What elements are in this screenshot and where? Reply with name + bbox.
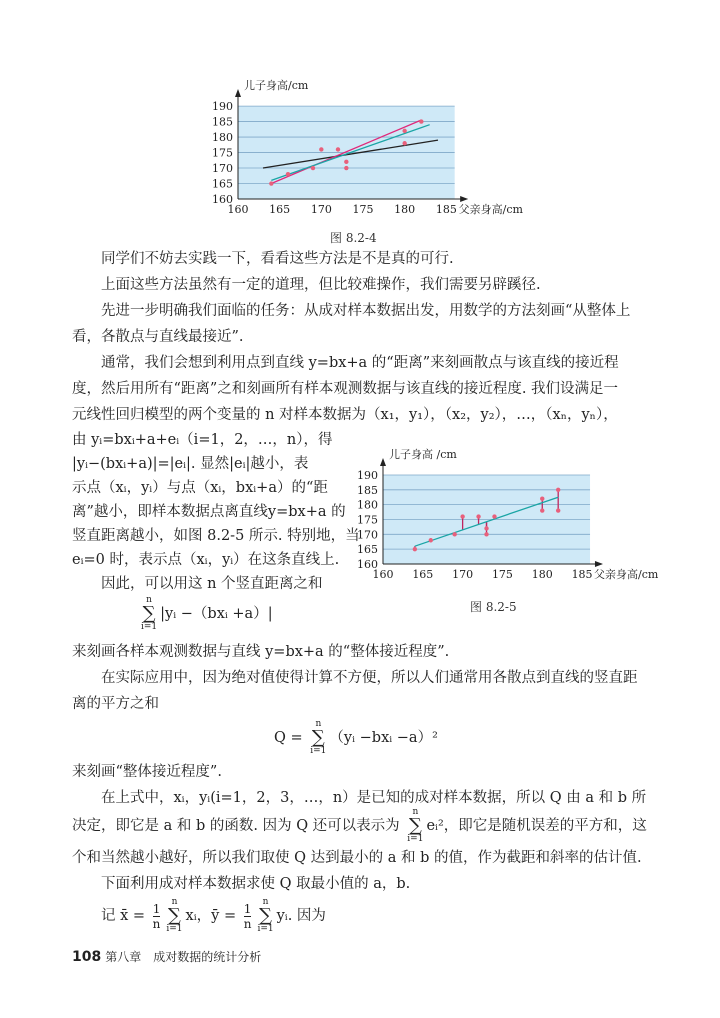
sum-sign: ∑ (311, 727, 325, 748)
x-tick-label: 160 (372, 568, 394, 581)
figure-caption-2: 图 8.2-5 (470, 600, 517, 614)
paragraph-line: 在实际应用中，因为绝对值使得计算不方便，所以人们通常用各散点到直线的竖直距 (101, 670, 638, 686)
sigma-symbol (141, 596, 157, 632)
scatter-chart-2 (350, 435, 659, 595)
figure-caption-1: 图 8.2-4 (330, 231, 377, 245)
data-point (492, 514, 496, 518)
text-segment: eᵢ² (426, 818, 444, 834)
y-tick-label: 165 (212, 177, 233, 191)
y-tick-label: 185 (212, 115, 233, 129)
fraction-den: n (152, 916, 161, 931)
text-segment: yᵢ. 因为 (276, 908, 326, 924)
x-tick-label: 175 (491, 568, 513, 581)
y-tick-label: 175 (212, 146, 233, 160)
x-axis-arrow-icon (595, 561, 603, 567)
y-axis-label: 儿子身高/cm (244, 79, 309, 92)
text-segment: ，即它是随机误差的平方和，这 (443, 818, 647, 834)
x-tick-label: 180 (531, 568, 553, 581)
sum-sign: ∑ (408, 815, 422, 836)
paragraph-line: 先进一步明确我们面临的任务：从成对样本数据出发，用数学的方法刻画“从整体上 (101, 303, 631, 319)
y-tick-label: 175 (357, 513, 378, 527)
y-tick-label: 165 (357, 543, 378, 557)
sum-lower: i=1 (141, 622, 158, 632)
figure-8-2-5 (350, 435, 659, 595)
y-tick-label: 160 (212, 193, 233, 206)
paragraph-line: 下面利用成对样本数据求使 Q 取最小值的 a，b. (101, 876, 411, 892)
sum-lower: i=1 (310, 746, 327, 756)
fraction-den: n (243, 916, 252, 931)
data-point (540, 508, 544, 512)
data-point (413, 547, 417, 551)
data-point (269, 181, 273, 185)
paragraph-line: 在上式中，xᵢ，yᵢ(i=1，2，3，…，n）是已知的成对样本数据，所以 Q 由 a 和 b 所 (101, 790, 647, 806)
x-tick-label: 185 (435, 203, 457, 216)
sigma-symbol (310, 720, 326, 756)
data-point (344, 166, 348, 170)
paragraph-line: 因此，可以用这 n 个竖直距离之和 (101, 576, 323, 592)
data-point (556, 508, 560, 512)
paragraph-line: 个和当然越小越好，所以我们取使 Q 达到最小的 a 和 b 的值，作为截距和斜率的估计值. (72, 850, 642, 866)
sum-upper: n (171, 897, 178, 907)
x-tick-label: 165 (412, 568, 434, 581)
formula-q-lhs: Q = (274, 730, 303, 746)
data-point (286, 172, 290, 176)
x-tick-label: 185 (571, 568, 593, 581)
data-point (344, 160, 348, 164)
paragraph-line: 来刻画各样本观测数据与直线 y=bx+a 的“整体接近程度”. (72, 644, 450, 660)
formula-q-body: （yᵢ −bxᵢ −a）² (329, 730, 438, 746)
text-segment: 记 x̄ = (101, 908, 146, 924)
y-tick-label: 190 (357, 468, 378, 482)
sum-lower: i=1 (407, 834, 424, 844)
sum-upper: n (315, 719, 322, 729)
x-tick-label: 180 (394, 203, 416, 216)
data-point (540, 497, 544, 501)
x-axis-label: 父亲身高/cm (594, 568, 659, 581)
sum-sign: ∑ (168, 905, 181, 926)
means-definition (101, 896, 326, 936)
paragraph-line: 通常，我们会想到利用点到直线 y=bx+a 的“距离”来刻画散点与该直线的接近程 (101, 355, 619, 371)
data-point (429, 538, 433, 542)
x-tick-label: 160 (227, 203, 249, 216)
chapter-title: 第八章 成对数据的统计分析 (105, 950, 262, 964)
x-tick-label: 170 (310, 203, 332, 216)
figure-8-2-4 (205, 62, 523, 222)
paragraph-line: 度，然后用所有“距离”之和刻画所有样本观测数据与该直线的接近程度. 我们设满足一 (72, 381, 619, 397)
paragraph-line: 来刻画“整体接近程度”. (72, 764, 222, 780)
sum-upper: n (262, 897, 269, 907)
data-point (319, 147, 323, 151)
fraction-num: 1 (243, 901, 252, 916)
y-tick-label: 180 (357, 498, 378, 512)
y-axis-label: 儿子身高 /cm (389, 448, 457, 461)
paragraph-line: 同学们不妨去实践一下，看看这些方法是不是真的可行. (101, 251, 454, 267)
sum-upper: n (412, 807, 419, 817)
x-axis-arrow-icon (460, 196, 468, 202)
paragraph-line: 看，各散点与直线最接近”. (72, 329, 244, 345)
paragraph-line: 上面这些方法虽然有一定的道理，但比较难操作，我们需要另辟蹊径. (101, 277, 541, 293)
fraction (153, 902, 161, 931)
x-axis-label: 父亲身高/cm (458, 203, 523, 216)
data-point (460, 514, 464, 518)
data-point (484, 526, 488, 530)
data-point (476, 514, 480, 518)
page-footer (72, 948, 261, 965)
text-segment: 决定，即它是 a 和 b 的函数. 因为 Q 还可以表示为 (72, 818, 400, 834)
paragraph-line: 元线性回归模型的两个变量的 n 对样本数据为（x₁，y₁），（x₂，y₂），…，（xₙ，yₙ）， (72, 407, 618, 423)
formula-q (274, 720, 438, 756)
data-point (452, 532, 456, 536)
data-point (484, 532, 488, 536)
paragraph-line: 由 yᵢ=bxᵢ+a+eᵢ（i=1，2，…，n），得 (72, 432, 333, 448)
y-tick-label: 190 (212, 100, 233, 114)
paragraph-line: 离”越小，即样本数据点离直线y=bx+a 的 (72, 504, 346, 520)
data-point (402, 141, 406, 145)
x-tick-label: 165 (269, 203, 291, 216)
text-segment: xᵢ，ȳ = (185, 908, 237, 924)
data-point (336, 147, 340, 151)
paragraph-line: eᵢ=0 时，表示点（xᵢ，yᵢ）在这条直线上. (72, 552, 340, 568)
x-tick-label: 170 (452, 568, 474, 581)
formula-abs-sum (138, 596, 273, 632)
sigma-symbol (257, 898, 273, 934)
y-tick-label: 160 (357, 558, 378, 571)
sum-sign: ∑ (259, 905, 272, 926)
paragraph-line: 离的平方之和 (72, 696, 159, 712)
fraction-num: 1 (152, 901, 161, 916)
sigma-symbol (407, 808, 423, 844)
sum-lower: i=1 (257, 924, 274, 934)
data-point (311, 166, 315, 170)
y-tick-label: 185 (357, 483, 378, 497)
paragraph-line: 竖直距离越小，如图 8.2-5 所示. 特别地，当 (72, 528, 360, 544)
y-tick-label: 180 (212, 131, 233, 145)
scatter-chart-1 (205, 62, 523, 222)
data-point (556, 488, 560, 492)
sum-sign: ∑ (142, 603, 156, 624)
y-axis-arrow-icon (380, 458, 386, 466)
x-tick-label: 175 (352, 203, 374, 216)
data-point (402, 129, 406, 133)
y-axis-arrow-icon (235, 89, 241, 97)
sum-lower: i=1 (166, 924, 183, 934)
paragraph-line: |yᵢ−(bxᵢ+a)|=|eᵢ|. 显然|eᵢ|越小，表 (72, 456, 309, 472)
page-number: 108 (72, 949, 102, 965)
fraction (244, 902, 252, 931)
y-tick-label: 170 (357, 528, 378, 542)
sum-upper: n (146, 595, 152, 605)
data-point (419, 119, 423, 123)
formula-body: |yᵢ −（bxᵢ +a）| (160, 606, 273, 622)
sigma-symbol (166, 898, 182, 934)
paragraph-line-sum (72, 806, 647, 846)
paragraph-line: 示点（xᵢ，yᵢ）与点（xᵢ，bxᵢ+a）的“距 (72, 480, 328, 496)
y-tick-label: 170 (212, 162, 233, 176)
